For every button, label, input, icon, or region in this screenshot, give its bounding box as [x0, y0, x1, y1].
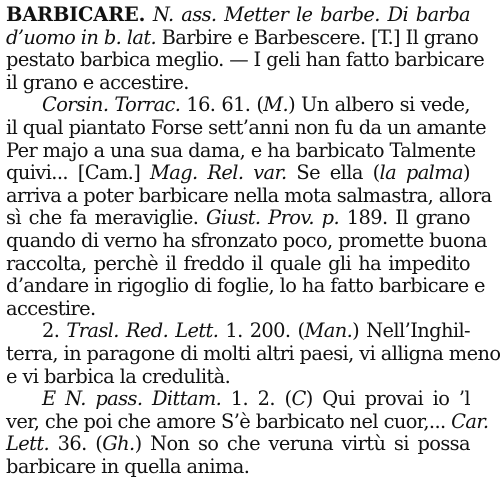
- text-segment: ) Nell’Inghil-: [352, 319, 471, 343]
- headword: BARBICARE.: [6, 3, 146, 26]
- text-segment: pestato barbica meglio. — I geli han fatto barbicare: [6, 48, 485, 72]
- text-line: [6, 207, 470, 230]
- text-line: [6, 48, 485, 72]
- text-segment: barbicare in quella anima.: [6, 454, 250, 478]
- text-line: [6, 320, 470, 343]
- text-line: [6, 228, 487, 253]
- text-line: [6, 25, 479, 50]
- italic-text: Man.: [304, 319, 353, 343]
- text-segment: ) Non so che veruna virtù si possa: [134, 432, 470, 456]
- italic-text: E N. pass. Dittam.: [42, 387, 222, 411]
- italic-text: M.: [263, 93, 289, 117]
- text-segment: ) Un albero si vede,: [288, 93, 470, 117]
- text-line: [6, 274, 485, 298]
- text-segment: d’andare in rigoglio di foglie, lo ha fatto barbicare e: [6, 274, 485, 298]
- text-segment: 36. (: [49, 432, 103, 456]
- text-segment: Per majo a una sua dama, e ha barbicato Talmente: [6, 138, 476, 162]
- text-line: [6, 409, 489, 434]
- text-line: [6, 366, 470, 389]
- text-segment: [145, 3, 153, 26]
- italic-text: Gh.: [102, 432, 135, 456]
- text-segment: 2.: [42, 319, 67, 343]
- text-line: [6, 456, 470, 478]
- text-segment: Barbire e Barbescere. [T.] Il grano: [156, 25, 479, 49]
- italic-text: Giust. Prov. p.: [206, 206, 340, 230]
- text-line: [6, 341, 500, 366]
- text-segment: arriva a poter barbicare nella mota salmastra, allora: [6, 183, 492, 207]
- text-segment: e vi barbica la credulità.: [6, 364, 231, 388]
- text-segment: 189. Il grano: [339, 206, 470, 230]
- italic-text: Car.: [451, 409, 489, 433]
- text-segment: 16. 61. (: [180, 93, 264, 117]
- text-line: [6, 183, 492, 208]
- text-line: [6, 162, 470, 185]
- italic-text: la palma: [379, 161, 464, 185]
- text-line: [6, 298, 470, 321]
- text-segment: il grano e accestire.: [6, 70, 189, 94]
- text-line: [6, 115, 487, 140]
- italic-text: Trasl. Red. Lett.: [66, 319, 219, 343]
- text-segment: ) Qui provai io ’l: [305, 387, 470, 411]
- italic-text: Mag. Rel. var.: [150, 161, 287, 185]
- text-segment: 1. 200. (: [218, 319, 305, 343]
- italic-text: Lett.: [6, 432, 50, 456]
- text-line: [6, 138, 476, 163]
- italic-text: d’uomo in b. lat.: [6, 25, 157, 49]
- text-line: [6, 94, 470, 117]
- dictionary-entry: [6, 3, 500, 478]
- text-segment: ver, che poi che amore S’è barbicato nel cuor,...: [6, 409, 452, 433]
- text-segment: terra, in paragone di molti altri paesi, vi alligna meno: [6, 341, 500, 365]
- text-line: [6, 388, 470, 411]
- text-line: [6, 253, 470, 276]
- text-line: [6, 72, 470, 95]
- italic-text: C: [291, 387, 306, 411]
- text-segment: Se ella (: [286, 161, 380, 185]
- text-segment: il qual piantato Forse sett’anni non fu da un amante: [6, 115, 487, 139]
- text-segment: quivi... [Cam.]: [6, 161, 150, 185]
- text-segment: 1. 2. (: [221, 387, 292, 411]
- text-segment: accestire.: [6, 296, 96, 320]
- text-line: [6, 4, 470, 27]
- italic-text: N. ass. Metter le barbe. Di barba: [152, 3, 470, 26]
- text-segment: sì che fa meraviglie.: [6, 206, 206, 230]
- italic-text: Corsin. Torrac.: [42, 93, 181, 117]
- text-segment: quando di verno ha sfronzato poco, promette buona: [6, 228, 487, 252]
- text-segment: raccolta, perchè il freddo il quale gli ha impedito: [6, 251, 470, 275]
- text-line: [6, 433, 470, 456]
- text-segment: ): [463, 161, 470, 185]
